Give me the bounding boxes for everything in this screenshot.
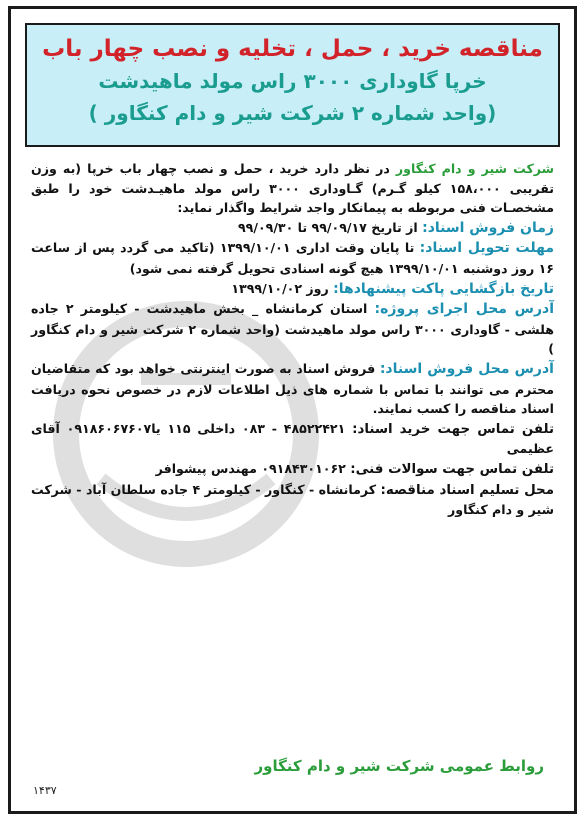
delivery-place-label: محل تسلیم اسناد مناقصه: <box>380 482 554 498</box>
notice-subtitle-1: خرپا گاوداری ۳۰۰۰ راس مولد ماهیدشت <box>98 69 487 93</box>
contact-purchase-text: ۴۸۵۲۲۴۲۱ - ۰۸۳ داخلی ۱۱۵ یا۰۹۱۸۶۰۶۷۶۰۷ آقای عظیمی <box>31 420 554 457</box>
public-relations-signature: روابط عمومی شرکت شیر و دام کنگاور <box>254 757 544 775</box>
delivery-deadline-row <box>31 238 554 278</box>
project-address-row <box>31 299 554 359</box>
contact-purchase-label: تلفن تماس جهت خرید اسناد: <box>352 421 555 437</box>
contact-technical-text: ۰۹۱۸۴۳۰۱۰۶۲ مهندس پیشوافر <box>155 460 351 476</box>
delivery-place-row <box>31 480 554 520</box>
sale-address-label: آدرس محل فروش اسناد: <box>379 360 554 377</box>
notice-title: مناقصه خرید ، حمل ، تخلیه و نصب چهار باب <box>42 36 543 62</box>
contact-technical-label: تلفن تماس جهت سوالات فنی: <box>350 461 554 477</box>
notice-body <box>31 159 554 520</box>
opening-date-text: روز ۱۳۹۹/۱۰/۰۲ <box>231 280 334 296</box>
opening-date-label: تاریخ بازگشایی پاکت پیشنهادها: <box>333 280 554 297</box>
notice-header <box>25 23 560 147</box>
sale-time-text: از تاریخ ۹۹/۰۹/۱۷ تا ۹۹/۰۹/۳۰ <box>237 219 423 235</box>
notice-code: ۱۴۳۷ <box>33 784 57 797</box>
intro-paragraph <box>31 159 554 218</box>
contact-technical-row <box>31 459 554 480</box>
notice-frame <box>8 6 577 814</box>
opening-date-row <box>31 279 554 300</box>
company-name: شرکت شیر و دام کنگاور <box>395 161 554 176</box>
notice-subtitle-2: (واحد شماره ۲ شرکت شیر و دام کنگاور ) <box>88 101 497 125</box>
project-address-text: استان کرمانشاه _ بخش ماهیدشت - کیلومتر ۲ جاده هلشی - گاوداری ۳۰۰۰ راس مولد ماهیدشت (واحد شماره ۲ شرکت شیر و دام کنگاور ) <box>31 301 554 357</box>
delivery-place-text: کرمانشاه - کنگاور - کیلومتر ۴ جاده سلطان آباد - شرکت شیر و دام کنگاور <box>31 481 554 518</box>
sale-time-row <box>31 218 554 239</box>
delivery-deadline-text: تا پایان وقت اداری ۱۳۹۹/۱۰/۰۱ (تاکید می گردد پس از ساعت ۱۶ روز دوشنبه ۱۳۹۹/۱۰/۰۱ هیچ گونه اسنادی تحویل گرفته نمی شود) <box>31 240 554 276</box>
delivery-deadline-label: مهلت تحویل اسناد: <box>419 240 554 257</box>
sale-address-row <box>31 359 554 419</box>
intro-text: در نظر دارد خرید ، حمل و نصب چهار باب خرپا (به وزن تقریبی ۱۵۸،۰۰۰ کیلو گـرم) گـاوداری ۳۰۰۰ راس مولد ماهیـدشت خود را طبق مشخصـات فنی مربوطه به پیمانکار واجد شرایط واگذار نماید: <box>31 161 555 216</box>
contact-purchase-row <box>31 419 554 459</box>
sale-address-text: فروش اسناد به صورت اینترنتی خواهد بود که متقاضیان محترم می توانند با تماس با شماره های ذیل اطلاعات لازم در خصوص نحوه دریافت اسناد مناقصه را کسب نمایند. <box>31 360 554 417</box>
sale-time-label: زمان فروش اسناد: <box>422 219 554 236</box>
project-address-label: آدرس محل اجرای پروژه: <box>374 301 554 318</box>
